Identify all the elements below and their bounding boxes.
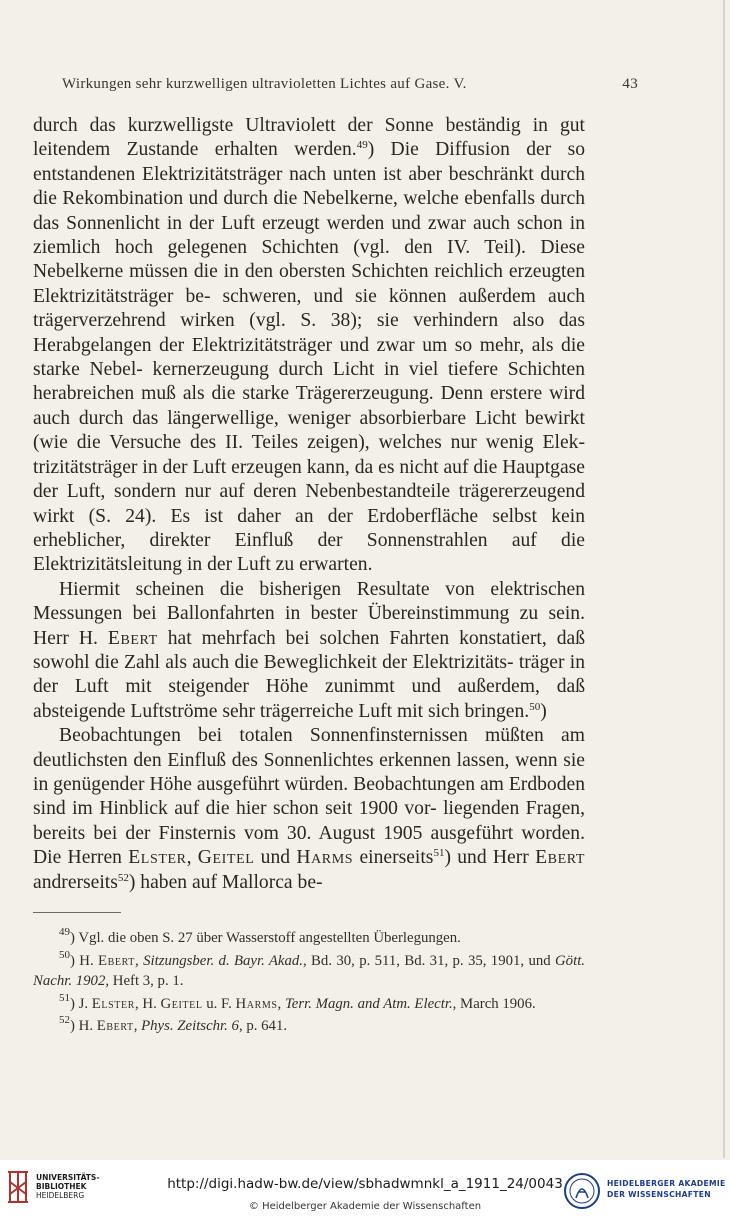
journal-title: Terr. Magn. and Atm. Electr. [284,995,453,1012]
journal-title: Gött. Nachr. 1902 [33,952,586,989]
author-name: Elster [128,847,187,869]
text-run: Hiermit scheinen die bisherigen Resultate von elektrischen Messungen bei Ballonfahrten in bester Übereinstimmung zu sein. Herr H. [33,578,585,649]
paragraph-3 [33,724,585,895]
footnote-51 [33,991,585,1015]
footnotes [33,928,585,1039]
main-text [33,114,585,895]
text-run: ) Die Diffusion der so entstandenen Elektrizitätsträger nach unten ist aber beschränkt durch die Rekombination und durch die Nebelkerne, welche ebenfalls durch das Sonnenlicht in der Luft erzeugt werden und zwar auch schon in ziemlich hoch gelegenen Schichten (vgl. den IV. Teil). Diese Nebelkerne müssen die in den obersten Schichten reichlich erzeugten Elektrizitätsträger be- schweren, und sie können außerdem auch trägerverzehrend wirken (vgl. S. 38); sie verhindern also das Herabgelangen der Elektrizitätsträger und zwar um so mehr, als die starke Nebel- kernerzeugung durch Licht in viel tiefere Schichten herabreichen muß als die starke Trägererzeugung. Denn erstere wird auch durch das längerwellige, weniger absorbierbare Licht bewirkt (wie die Versuche des II. Teiles zeigen), welches nur wenig Elek- trizitätsträger in der Luft erzeugen kann, da es nicht auf die Hauptgase der Luft, sondern nur auf deren Nebenbestandteile trägererzeugend wirkt (S. 24). Es ist daher an der Erdoberfläche selbst kein erheblicher, direkter Einfluß der Sonnenstrahlen auf die Elektrizitätsleitung in der Luft zu erwarten. [33,139,585,576]
author-name: Geitel [197,847,255,869]
footnote-52 [33,1016,585,1037]
paragraph-1 [33,114,585,578]
text-run: durch das kurzwelligste Ultraviolett der Sonne beständig in gut leitendem Zustande erhalten werden. [33,115,585,161]
hadw-logo-line2: DER WISSENSCHAFTEN [607,1190,711,1199]
footnote-number: 51 [59,991,70,1004]
paragraph-2 [33,578,585,724]
footnote-ref-51[interactable]: 51 [433,847,445,860]
footnote-ref-50[interactable]: 50 [529,700,541,713]
footnote-ref-49[interactable]: 49 [356,139,368,152]
text-run: andrerseits [33,871,118,893]
ub-logo-line1: UNIVERSITÄTS- [36,1173,100,1182]
ub-logo-line3: HEIDELBERG [36,1191,85,1200]
text-run: hat mehrfach bei solchen Fahrten konstatiert, daß sowohl die Zahl als auch die Beweglichkeit der Elektrizitäts- träger in der Luft mit steigender Höhe zunimmt und außerdem, daß absteigende Luftströme sehr trägerreiche Luft mit sich bringen. [33,627,585,722]
footnote-number: 52 [59,1014,70,1026]
footnote-ref-52[interactable]: 52 [117,871,129,884]
viewer-footer [0,1160,730,1219]
text-run: ) haben auf Mallorca be- [128,871,323,893]
footnote-text: , H. [135,995,161,1012]
text-run: , [186,847,198,869]
footnote-text: , [133,1018,142,1034]
footnote-text: ) Vgl. die oben S. 27 über Wasserstoff angestellten Überlegungen. [70,930,461,946]
text-run: und [254,847,297,869]
footnote-text: , [135,952,144,969]
footnote-text: ) H. [70,952,99,969]
ub-logo-line2: BIBLIOTHEK [36,1182,87,1191]
hadw-logo[interactable] [563,1172,728,1212]
author-name: Ebert [96,1018,134,1034]
text-run: einerseits [353,847,434,869]
footnote-text: , March 1906. [452,995,536,1012]
running-title: Wirkungen sehr kurzwelligen ultravioletten Lichtes auf Gase. V. [62,76,467,92]
page-number: 43 [622,76,638,92]
hadw-logo-line1: HEIDELBERGER AKADEMIE [607,1179,726,1188]
hadw-seal-icon [563,1172,601,1210]
footnote-50 [33,948,586,992]
text-run: Beobachtungen bei totalen Sonnenfinsternissen müßten am deutlichsten den Einfluß des Sonnenlichtes erkennen lassen, wenn sie in genügender Höhe ausgeführt würden. Beobachtungen am Erdboden sind im Hinblick auf die hier schon seit 1900 vor- liegenden Fragen, bereits bei der Finsternis vom 30. August 1905 ausgeführt worden. Die Herren [33,725,585,869]
footnote-text: ) H. [70,1018,97,1034]
footnote-divider [33,912,121,913]
footnote-text: u. F. [202,995,236,1012]
author-name: Ebert [535,847,585,869]
author-name: Geitel [160,995,203,1012]
hadw-logo-text [607,1178,725,1200]
copyright-notice: © Heidelberger Akademie der Wissenschaften [248,1201,482,1212]
footnote-text: , Heft 3, p. 1. [105,973,184,989]
footnote-text: , Bd. 30, p. 511, Bd. 31, p. 35, 1901, und [303,952,555,969]
journal-title: Phys. Zeitschr. 6 [141,1018,239,1034]
running-header [62,76,638,93]
footnote-text: , [277,995,285,1012]
text-run: ) [540,700,547,722]
author-name: Elster [91,995,135,1012]
author-name: Harms [235,995,278,1012]
author-name: Harms [296,847,354,869]
footnote-number: 49 [59,926,70,938]
footnote-text: ) J. [70,995,92,1012]
author-name: Ebert [98,952,136,969]
footnote-number: 50 [59,948,70,961]
footnote-text: , p. 641. [238,1018,288,1034]
author-name: Ebert [107,627,158,649]
text-run: ) und Herr [444,847,536,869]
permalink-url[interactable]: http://digi.hadw-bw.de/view/sbhadwmnkl_a_1911_24/0043 [167,1176,563,1192]
journal-title: Sitzungsber. d. Bayr. Akad. [143,952,303,969]
footnote-49 [33,928,585,949]
